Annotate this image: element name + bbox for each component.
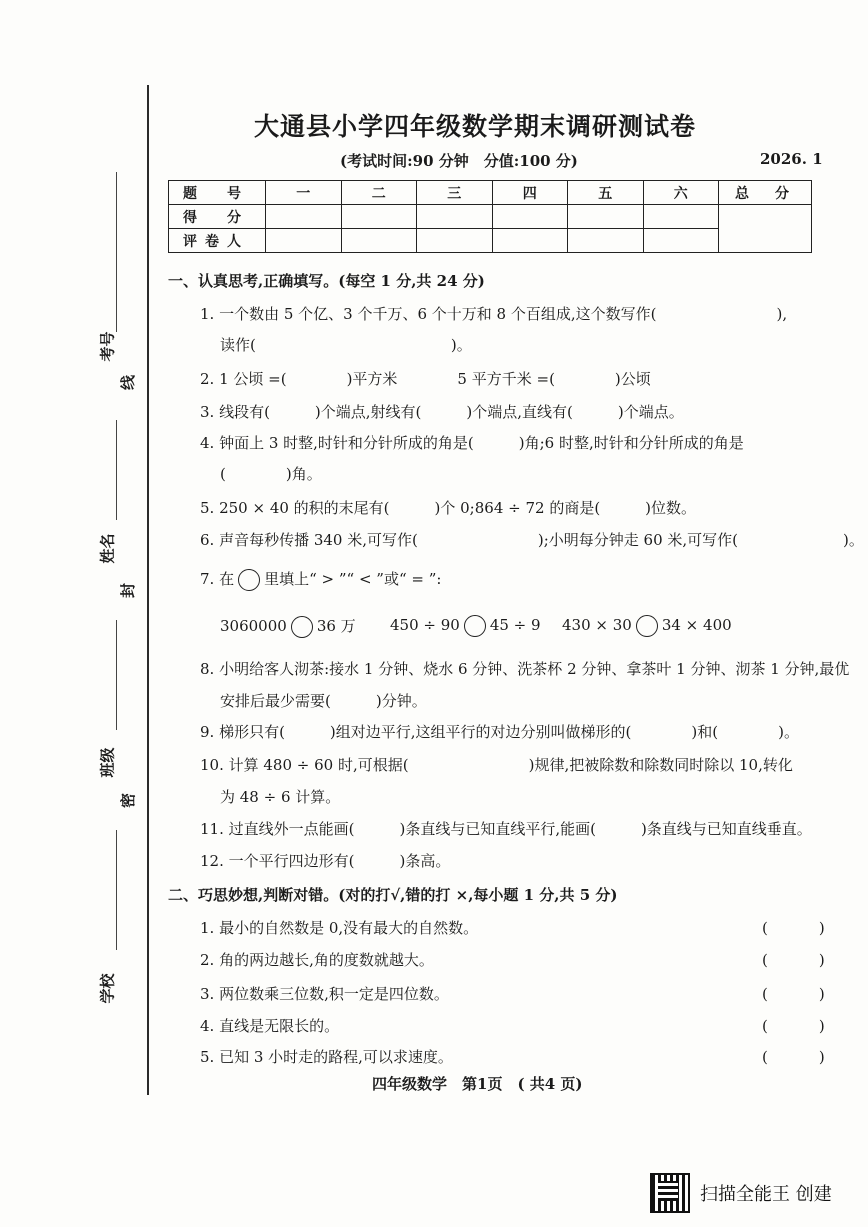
compare-b-right: 45 ÷ 9 xyxy=(489,616,541,634)
section1-heading: 一、认真思考,正确填写。(每空 1 分,共 24 分) xyxy=(168,272,485,290)
question-6: 6. 声音每秒传播 340 米,可写作( );小明每分钟走 60 米,可写作( )。 xyxy=(200,531,864,549)
judge-answer-3[interactable]: ( ) xyxy=(762,985,843,1003)
exam-no-underline xyxy=(116,172,117,332)
seal-line-label: 线 xyxy=(119,374,138,391)
question-11: 11. 过直线外一点能画( )条直线与已知直线平行,能画( )条直线与已知直线垂直。 xyxy=(200,820,812,838)
question-9: 9. 梯形只有( )组对边平行,这组平行的对边分别叫做梯形的( )和( )。 xyxy=(200,723,799,741)
question-2: 2. 1 公顷 =( )平方米 5 平方千米 =( )公顷 xyxy=(200,370,651,388)
compare-b-left: 450 ÷ 90 xyxy=(390,616,460,634)
compare-a-left: 3060000 xyxy=(220,617,287,635)
judge-question-4: 4. 直线是无限长的。 xyxy=(200,1017,340,1035)
question-8: 8. 小明给客人沏茶:接水 1 分钟、烧水 6 分钟、洗茶杯 2 分钟、拿茶叶 1 分钟、沏茶 1 分钟,最优 xyxy=(200,660,850,678)
binding-line xyxy=(147,85,149,1095)
section2-heading: 二、巧思妙想,判断对错。(对的打√,错的打 ×,每小题 1 分,共 5 分) xyxy=(168,886,618,904)
name-label: 姓名 xyxy=(98,533,117,564)
compare-b-circle[interactable] xyxy=(464,615,486,637)
seal-feng-label: 封 xyxy=(119,582,138,599)
grader-cell[interactable] xyxy=(643,229,719,253)
class-underline xyxy=(116,620,117,730)
compare-c xyxy=(562,615,732,637)
score-col-6: 六 xyxy=(643,181,719,205)
score-col-4: 四 xyxy=(492,181,568,205)
score-cell[interactable] xyxy=(341,205,417,229)
score-total-cell[interactable] xyxy=(719,205,812,253)
judge-question-3: 3. 两位数乘三位数,积一定是四位数。 xyxy=(200,985,449,1003)
page-footer: 四年级数学 第1页 ( 共4 页) xyxy=(372,1075,583,1093)
question-1: 1. 一个数由 5 个亿、3 个千万、6 个十万和 8 个百组成,这个数写作( ), xyxy=(200,305,788,323)
judge-answer-1[interactable]: ( ) xyxy=(762,919,843,937)
judge-answer-2[interactable]: ( ) xyxy=(762,951,843,969)
question-8-cont: 安排后最少需要( )分钟。 xyxy=(220,692,427,710)
question-10: 10. 计算 480 ÷ 60 时,可根据( )规律,把被除数和除数同时除以 10,转化 xyxy=(200,756,793,774)
question-12: 12. 一个平行四边形有( )条高。 xyxy=(200,852,451,870)
score-table xyxy=(168,180,812,253)
exam-no-label: 考号 xyxy=(98,331,117,362)
score-row-header-number: 题 号 xyxy=(169,181,266,205)
score-col-3: 三 xyxy=(417,181,493,205)
question-5: 5. 250 × 40 的积的末尾有( )个 0;864 ÷ 72 的商是( )位数。 xyxy=(200,499,697,517)
compare-c-circle[interactable] xyxy=(636,615,658,637)
exam-date: 2026. 1 xyxy=(760,150,823,168)
score-col-5: 五 xyxy=(568,181,644,205)
question-7 xyxy=(200,568,441,591)
grader-cell[interactable] xyxy=(417,229,493,253)
compare-b xyxy=(390,615,541,637)
question-1-cont: 读作( )。 xyxy=(220,336,472,354)
judge-answer-4[interactable]: ( ) xyxy=(762,1017,843,1035)
grader-cell[interactable] xyxy=(341,229,417,253)
question-7-prefix: 7. 在 xyxy=(200,570,235,588)
compare-a xyxy=(220,615,356,638)
school-underline xyxy=(116,830,117,950)
scanner-watermark xyxy=(650,1173,832,1213)
score-row-header-score: 得 分 xyxy=(169,205,266,229)
name-underline xyxy=(116,420,117,520)
score-cell[interactable] xyxy=(417,205,493,229)
score-col-total: 总 分 xyxy=(719,181,812,205)
compare-c-right: 34 × 400 xyxy=(661,616,732,634)
exam-subtitle: (考试时间:90 分钟 分值:100 分) xyxy=(340,152,578,170)
score-cell[interactable] xyxy=(568,205,644,229)
score-cell[interactable] xyxy=(643,205,719,229)
compare-a-circle[interactable] xyxy=(291,616,313,638)
grader-cell[interactable] xyxy=(266,229,342,253)
question-4: 4. 钟面上 3 时整,时针和分针所成的角是( )角;6 时整,时针和分针所成的角是 xyxy=(200,434,744,452)
grader-cell[interactable] xyxy=(492,229,568,253)
exam-title: 大通县小学四年级数学期末调研测试卷 xyxy=(253,112,696,141)
circle-icon xyxy=(238,569,260,591)
score-cell[interactable] xyxy=(492,205,568,229)
judge-question-2: 2. 角的两边越长,角的度数就越大。 xyxy=(200,951,434,969)
seal-mi-label: 密 xyxy=(119,792,138,809)
compare-a-right: 36 万 xyxy=(316,617,356,635)
question-3: 3. 线段有( )个端点,射线有( )个端点,直线有( )个端点。 xyxy=(200,403,684,421)
question-10-cont: 为 48 ÷ 6 计算。 xyxy=(220,788,341,806)
score-col-2: 二 xyxy=(341,181,417,205)
question-4-cont: ( )角。 xyxy=(220,465,322,483)
judge-question-5: 5. 已知 3 小时走的路程,可以求速度。 xyxy=(200,1048,453,1066)
question-7-suffix: 里填上“ > ”“ < ”或“ = ”: xyxy=(264,570,442,588)
score-col-1: 一 xyxy=(266,181,342,205)
score-row-header-grader: 评卷人 xyxy=(169,229,266,253)
watermark-text: 扫描全能王 创建 xyxy=(700,1184,832,1205)
judge-answer-5[interactable]: ( ) xyxy=(762,1048,843,1066)
judge-question-1: 1. 最小的自然数是 0,没有最大的自然数。 xyxy=(200,919,479,937)
grader-cell[interactable] xyxy=(568,229,644,253)
score-cell[interactable] xyxy=(266,205,342,229)
school-label: 学校 xyxy=(98,973,117,1004)
qr-code-icon xyxy=(650,1173,690,1213)
compare-c-left: 430 × 30 xyxy=(562,616,632,634)
class-label: 班级 xyxy=(98,747,117,778)
